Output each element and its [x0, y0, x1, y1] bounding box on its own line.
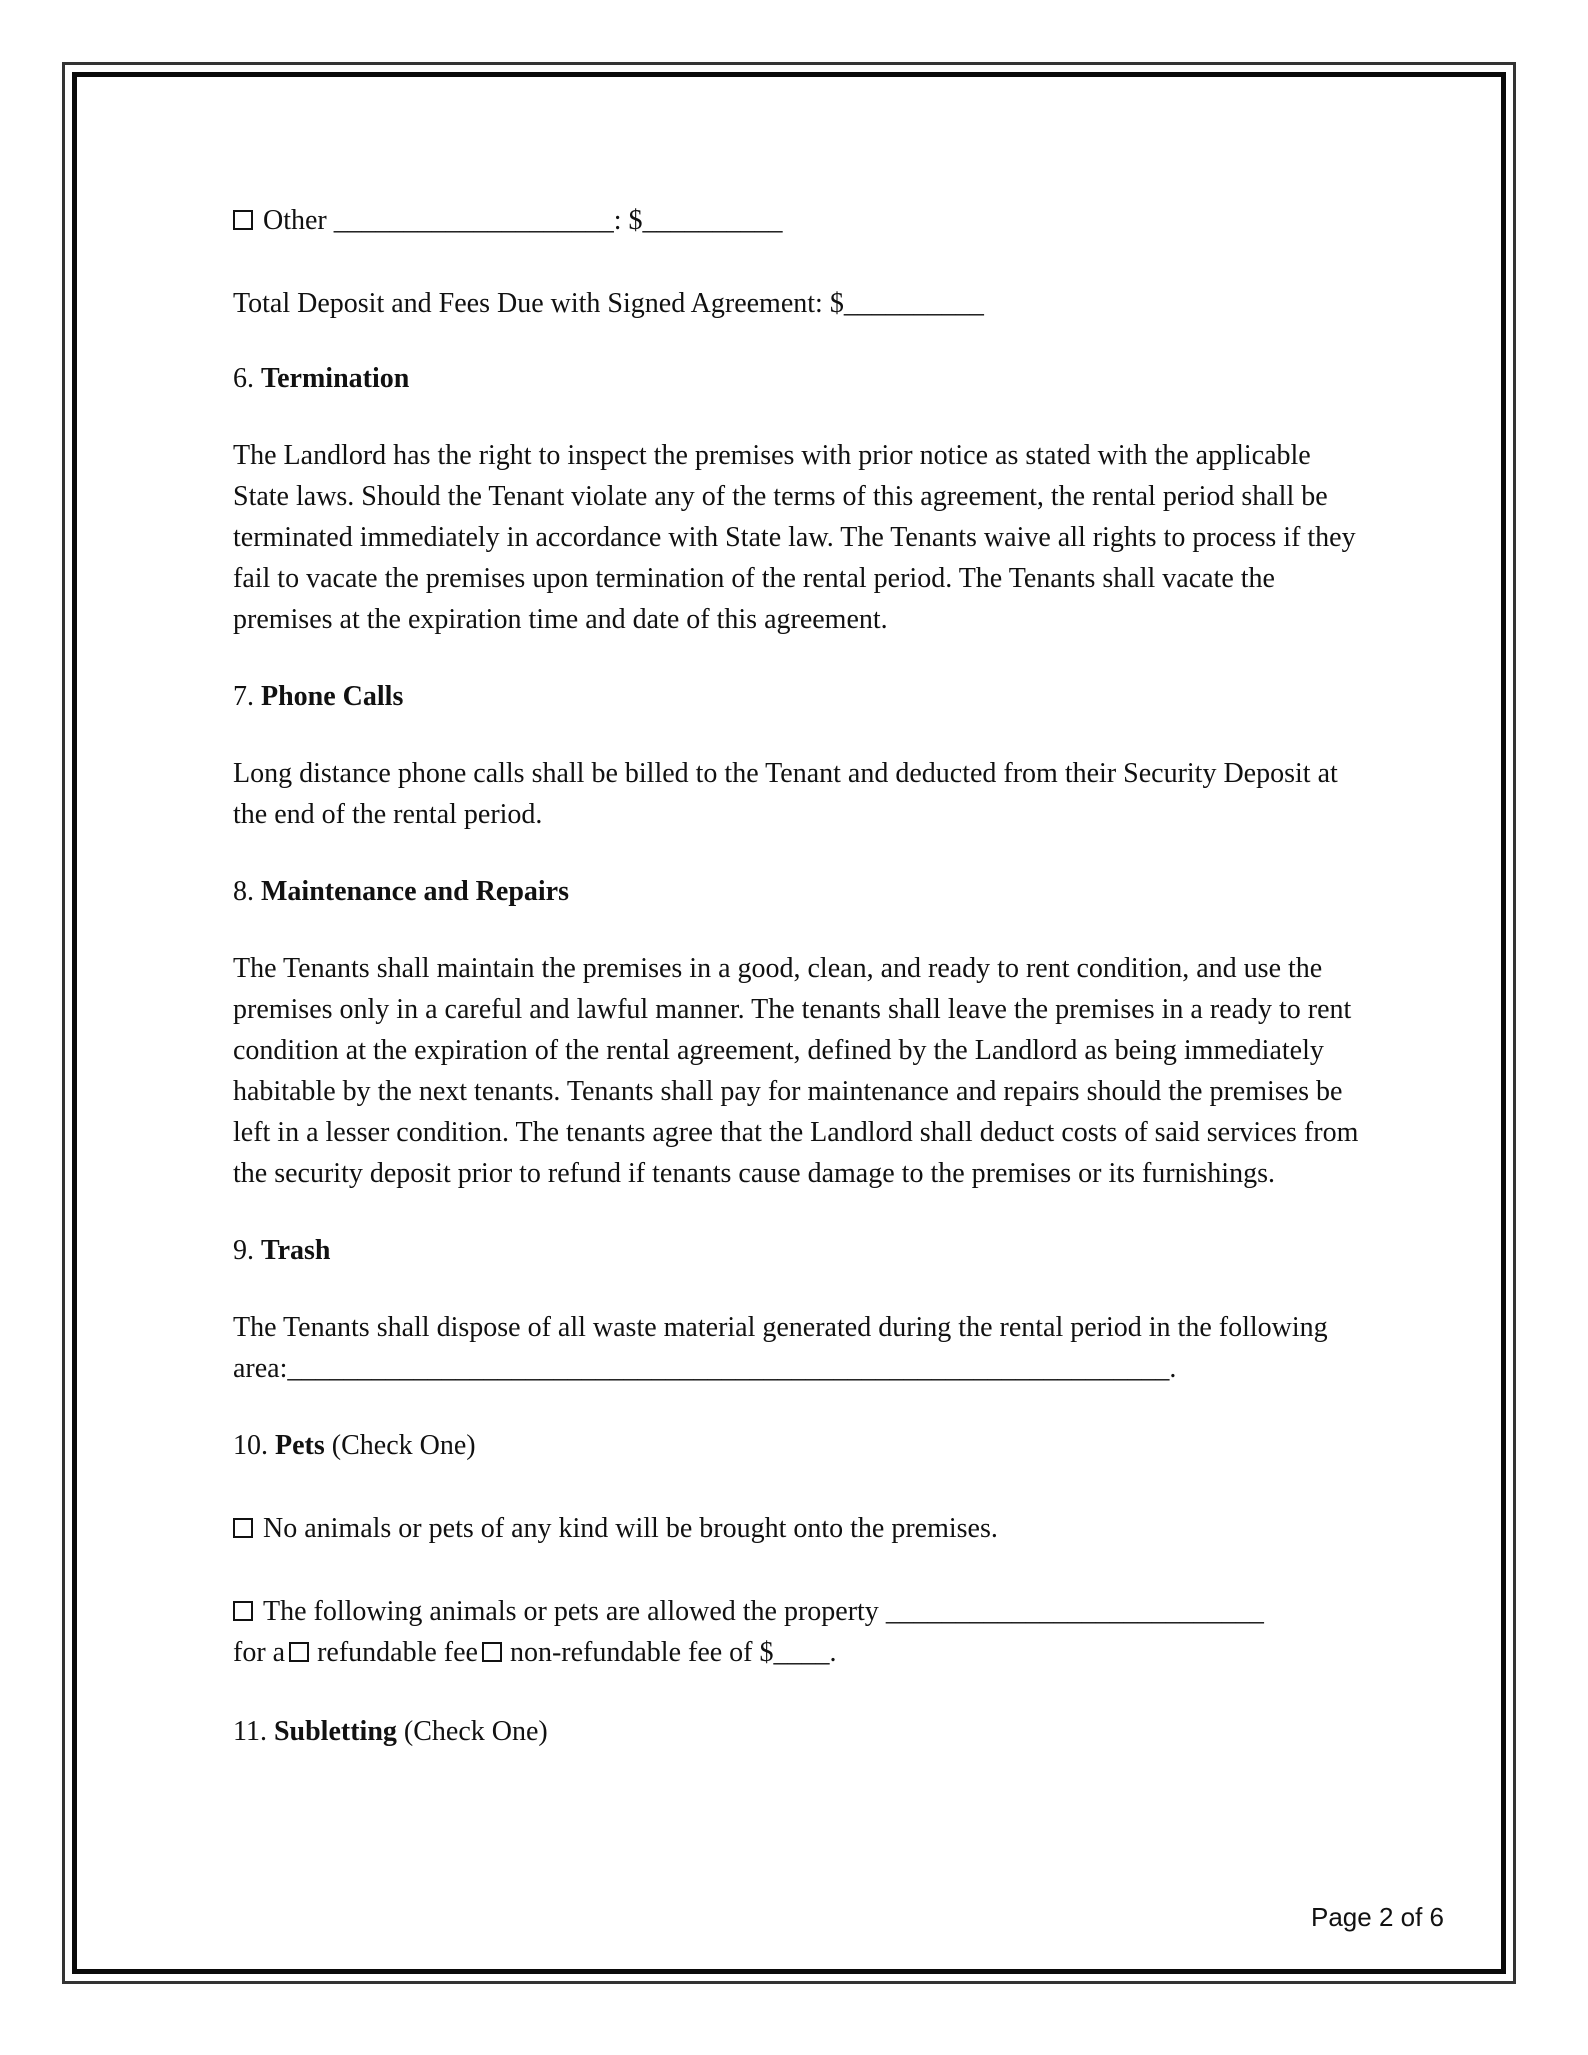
section-termination-heading — [233, 358, 1363, 399]
section-subletting-note: (Check One) — [403, 1716, 548, 1747]
pets-refundable-checkbox[interactable] — [289, 1642, 309, 1662]
section-termination-number: 6. — [233, 363, 254, 394]
section-phone-calls-number: 7. — [233, 681, 254, 712]
section-trash-text: The Tenants shall dispose of all waste material generated during the rental period in the following area: — [233, 1312, 1328, 1384]
section-termination-body: The Landlord has the right to inspect the premises with prior notice as stated with the applicable State laws. Should the Tenant violate any of the terms of this agreement, the rental period shall be terminated immediately in accordance with State law. The Tenants waive all rights to process if they fail to vacate the premises upon termination of the rental period. The Tenants shall vacate the premises at the expiration time and date of this agreement. — [233, 440, 1356, 635]
pets-allowed-checkbox[interactable] — [233, 1601, 253, 1621]
section-maintenance-number: 8. — [233, 876, 254, 907]
trash-area-blank[interactable]: _______________________________________________________________ — [287, 1353, 1170, 1384]
section-trash-number: 9. — [233, 1235, 254, 1266]
pets-nonrefundable-checkbox[interactable] — [482, 1642, 502, 1662]
pets-none-checkbox[interactable] — [233, 1518, 253, 1538]
section-subletting-title: Subletting — [273, 1716, 397, 1747]
section-pets-title: Pets — [275, 1430, 325, 1461]
section-trash-heading — [233, 1230, 1363, 1271]
total-due-blank[interactable]: __________ — [843, 288, 984, 319]
section-phone-calls-title: Phone Calls — [261, 681, 404, 712]
pets-fee-blank[interactable]: ____ — [773, 1637, 830, 1668]
pets-allowed-blank[interactable]: ___________________________ — [885, 1596, 1264, 1627]
section-termination-title: Termination — [261, 363, 410, 394]
other-fee-colon: : $ — [613, 205, 643, 236]
other-fee-line — [233, 200, 1363, 241]
section-pets-number: 10. — [233, 1430, 268, 1461]
pets-allowed-label: The following animals or pets are allowed the property — [263, 1596, 879, 1627]
page-number: Page 2 of 6 — [1311, 1902, 1444, 1932]
total-due-line — [233, 283, 1363, 324]
pets-refundable-label: refundable fee — [317, 1637, 478, 1668]
other-fee-label: Other — [263, 205, 327, 236]
pets-fee-prefix: for a — [233, 1637, 286, 1668]
section-subletting-number: 11. — [233, 1716, 267, 1747]
other-fee-amount-blank[interactable]: __________ — [642, 205, 783, 236]
section-maintenance-heading — [233, 871, 1363, 912]
section-phone-calls-heading — [233, 676, 1363, 717]
section-trash-title: Trash — [261, 1235, 331, 1266]
section-maintenance-body: The Tenants shall maintain the premises in a good, clean, and ready to rent condition, and use the premises only in a careful and lawful manner. The tenants shall leave the premises in a ready to rent condition at the expiration of the rental agreement, defined by the Landlord as being immediately habitable by the next tenants. Tenants shall pay for maintenance and repairs should the premises be left in a lesser condition. The tenants agree that the Landlord shall deduct costs of said services from the security deposit prior to refund if tenants cause damage to the premises or its furnishings. — [233, 953, 1359, 1189]
section-pets-heading — [233, 1425, 1363, 1466]
section-maintenance-title: Maintenance and Repairs — [261, 876, 569, 907]
section-subletting-heading — [233, 1711, 1363, 1752]
pets-option-allowed — [233, 1591, 1363, 1673]
section-phone-calls-body: Long distance phone calls shall be billed to the Tenant and deducted from their Security Deposit at the end of the rental period. — [233, 758, 1338, 830]
total-due-label: Total Deposit and Fees Due with Signed Agreement: $ — [233, 288, 844, 319]
pets-option-none — [233, 1508, 1363, 1549]
section-trash-body — [233, 1307, 1363, 1389]
trash-area-end: . — [1169, 1353, 1177, 1384]
pets-nonrefundable-label: non-refundable fee of $ — [509, 1637, 774, 1668]
pets-fee-end: . — [829, 1637, 837, 1668]
other-fee-checkbox[interactable] — [233, 210, 253, 230]
pets-none-label: No animals or pets of any kind will be brought onto the premises. — [263, 1513, 998, 1544]
other-fee-name-blank[interactable]: ____________________ — [333, 205, 614, 236]
section-pets-note: (Check One) — [331, 1430, 476, 1461]
document-body — [233, 200, 1363, 1752]
